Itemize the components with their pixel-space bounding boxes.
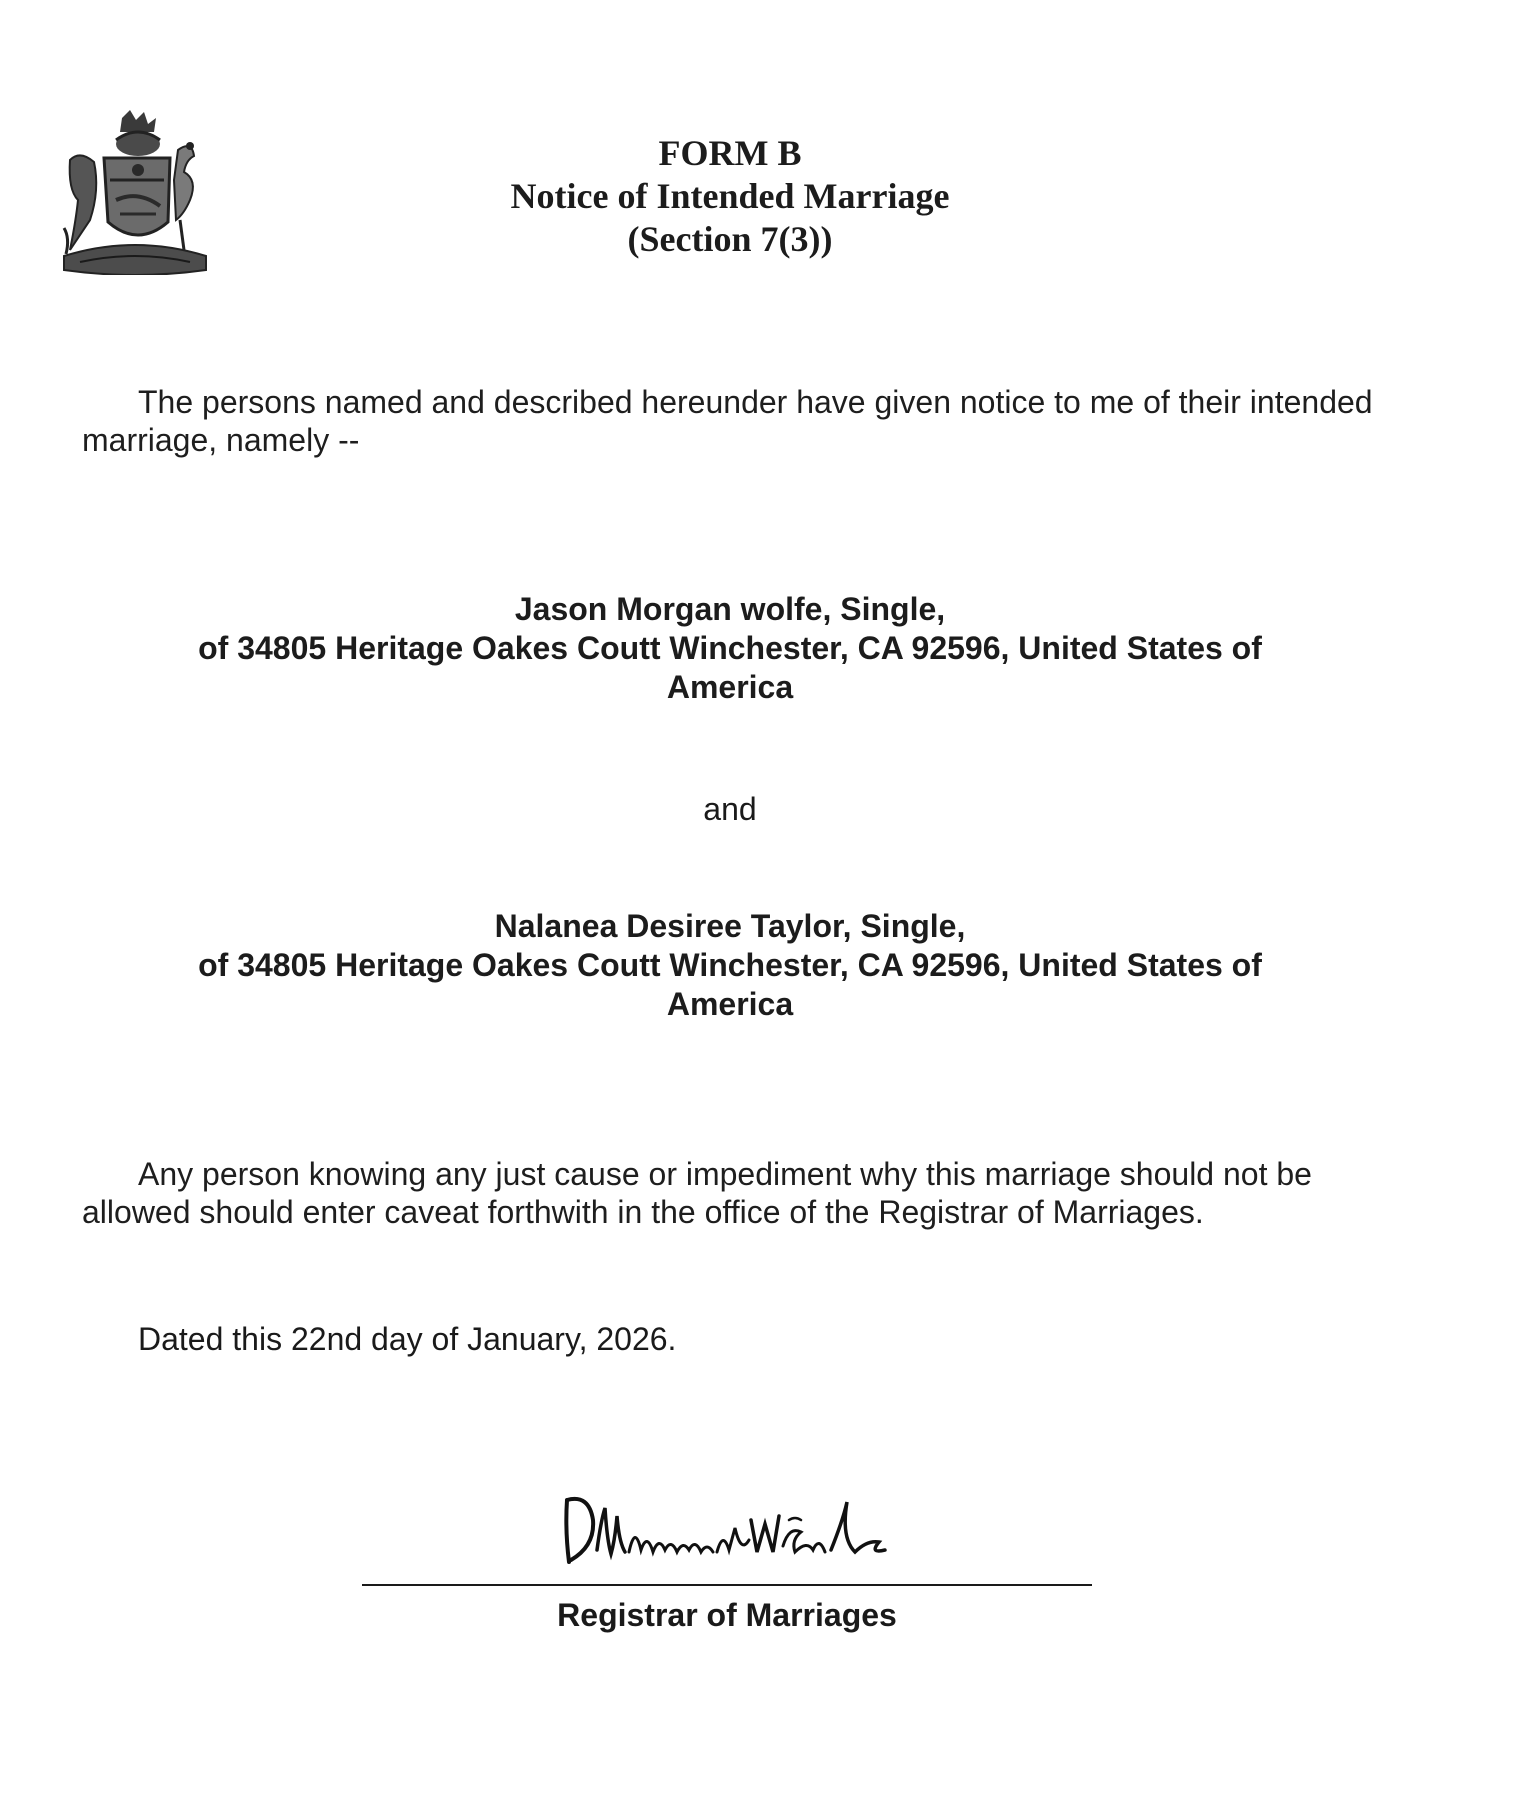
- section-reference: (Section 7(3)): [627, 219, 833, 259]
- party-one-block: [130, 590, 1330, 707]
- form-heading: [380, 132, 1080, 261]
- conjunction-and: and: [703, 791, 757, 827]
- party-one-name: Jason Morgan wolfe, Single,: [514, 591, 946, 627]
- caveat-paragraph: [82, 1155, 1402, 1231]
- dated-line: Dated this 22nd day of January, 2026.: [138, 1321, 677, 1357]
- signature-caption: Registrar of Marriages: [557, 1597, 897, 1633]
- caveat-text: Any person knowing any just cause or impediment why this marriage should not be allowed should enter caveat forthwith in the office of the Registrar of Marriages.: [82, 1156, 1312, 1230]
- intro-paragraph: [82, 383, 1402, 459]
- party-one-address-line-2: America: [666, 669, 794, 705]
- coat-of-arms-icon: [60, 110, 210, 275]
- document-title: Notice of Intended Marriage: [510, 176, 950, 216]
- party-two-block: [130, 907, 1330, 1024]
- party-one-address: of 34805 Heritage Oakes Coutt Winchester, CA 92596, United States of: [198, 630, 1262, 666]
- signature-mark: [555, 1480, 895, 1575]
- signature-line: [362, 1584, 1092, 1586]
- intro-text: The persons named and described hereunder have given notice to me of their intended marriage, namely --: [82, 384, 1373, 458]
- form-label: FORM B: [658, 133, 802, 173]
- party-two-name: Nalanea Desiree Taylor, Single,: [494, 908, 966, 944]
- party-two-address-line-2: America: [666, 986, 794, 1022]
- party-two-address: of 34805 Heritage Oakes Coutt Winchester, CA 92596, United States of: [198, 947, 1262, 983]
